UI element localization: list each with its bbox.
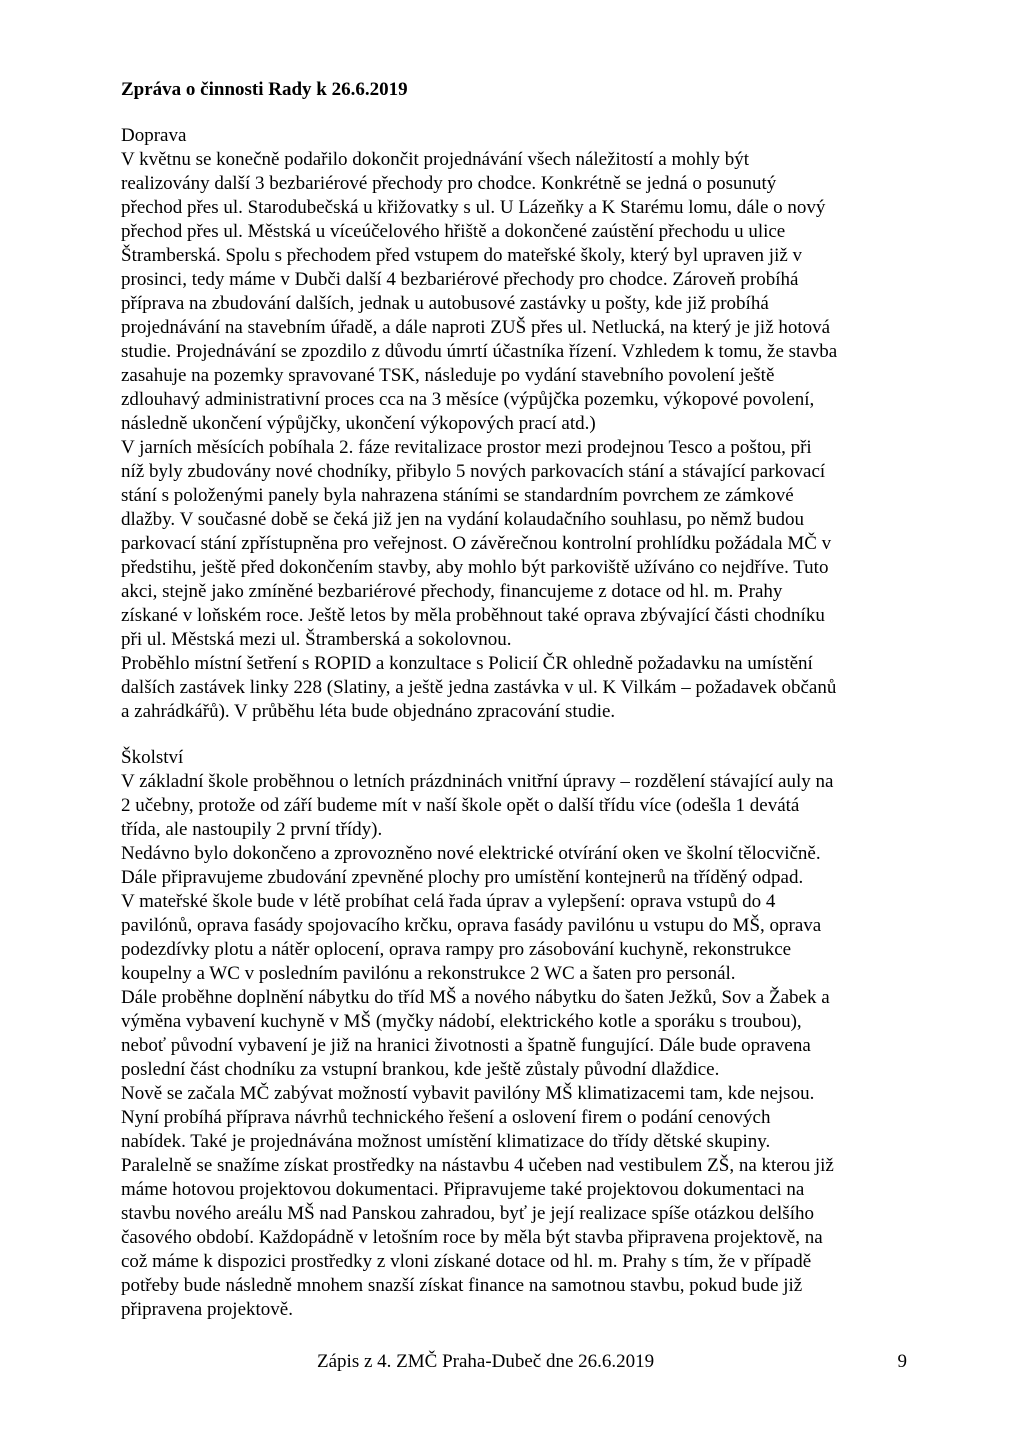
text-line: třída, ale nastoupily 2 první třídy). — [121, 819, 383, 840]
text-line: V jarních měsících pobíhala 2. fáze revitalizace prostor mezi prodejnou Tesco a poštou, při — [121, 437, 812, 458]
text-line: Dále připravujeme zbudování zpevněné plochy pro umístění kontejnerů na tříděný odpad. — [121, 867, 804, 888]
text-line: přechod přes ul. Starodubečská u křižovatky s ul. U Lázeňky a K Starému lomu, dále o nový — [121, 197, 826, 218]
text-line: předstihu, ještě před dokončením stavby, aby mohlo být parkoviště užíváno co nejdříve. Tuto — [121, 557, 829, 578]
text-line: projednávání na stavebním úřadě, a dále naproti ZUŠ přes ul. Netlucká, na který je již hotová — [121, 317, 831, 338]
text-line: zasahuje na pozemky spravované TSK, následuje po vydání stavebního povolení ještě — [121, 365, 775, 386]
text-line: časového období. Každopádně v letošním roce by měla být stavba připravena projektově, na — [121, 1227, 823, 1248]
text-line: pavilónů, oprava fasády spojovacího krčku, oprava fasády pavilónu u vstupu do MŠ, oprava — [121, 915, 822, 936]
text-line: poslední část chodníku za vstupní brankou, kde ještě zůstaly původní dlaždice. — [121, 1059, 720, 1080]
section-body — [121, 770, 907, 1322]
text-line: studie. Projednávání se zpozdilo z důvodu úmrtí účastníka řízení. Vzhledem k tomu, že stavba — [121, 341, 838, 362]
text-line: dlažby. V současné době se čeká již jen na vydání kolaudačního souhlasu, po němž budou — [121, 509, 804, 530]
text-line: při ul. Městská mezi ul. Štramberská a sokolovnou. — [121, 629, 512, 650]
text-line: příprava na zbudování dalších, jednak u autobusové zastávky u pošty, kde již probíhá — [121, 293, 769, 314]
text-line: prosinci, tedy máme v Dubči další 4 bezbariérové přechody pro chodce. Zároveň probíhá — [121, 269, 799, 290]
text-line: Dále proběhne doplnění nábytku do tříd MŠ a nového nábytku do šaten Ježků, Sov a Žabek a — [121, 987, 830, 1008]
text-line: stání s položenými panely byla nahrazena stáními se standardním povrchem ze zámkové — [121, 485, 794, 506]
text-line: zdlouhavý administrativní proces cca na 3 měsíce (výpůjčka pozemku, výkopové povolení, — [121, 389, 815, 410]
document-title: Zpráva o činnosti Rady k 26.6.2019 — [121, 79, 408, 100]
page-number: 9 — [897, 1351, 907, 1372]
text-line: stavbu nového areálu MŠ nad Panskou zahradou, byť je její realizace spíše otázkou delšího — [121, 1203, 814, 1224]
text-line: potřeby bude následně mnohem snazší získat finance na samotnou stavbu, pokud bude již — [121, 1275, 803, 1296]
text-line: V mateřské škole bude v létě probíhat celá řada úprav a vylepšení: oprava vstupů do 4 — [121, 891, 776, 912]
text-line: akci, stejně jako zmíněné bezbariérové přechody, financujeme z dotace od hl. m. Prahy — [121, 581, 783, 602]
text-line: dalších zastávek linky 228 (Slatiny, a ještě jedna zastávka v ul. K Vilkám – požadavek občanů — [121, 677, 837, 698]
section-heading: Školství — [121, 747, 184, 768]
text-line: připravena projektově. — [121, 1299, 293, 1320]
text-line: získané v loňském roce. Ještě letos by měla proběhnout také oprava zbývající části chodníku — [121, 605, 825, 626]
text-line: Štramberská. Spolu s přechodem před vstupem do mateřské školy, který byl upraven již v — [121, 245, 803, 266]
text-line: V květnu se konečně podařilo dokončit projednávání všech náležitostí a mohly být — [121, 149, 750, 170]
text-line: níž byly zbudovány nové chodníky, přibylo 5 nových parkovacích stání a stávající parkovací — [121, 461, 826, 482]
text-line: 2 učebny, protože od září budeme mít v naší škole opět o další třídu více (odešla 1 devátá — [121, 795, 800, 816]
text-line: následně ukončení výpůjčky, ukončení výkopových prací atd.) — [121, 413, 596, 434]
section-skolstvi — [121, 746, 907, 1322]
text-line: podezdívky plotu a nátěr oplocení, oprava rampy pro zásobování kuchyně, rekonstrukce — [121, 939, 792, 960]
text-line: realizovány další 3 bezbariérové přechody pro chodce. Konkrétně se jedná o posunutý — [121, 173, 777, 194]
text-line: Proběhlo místní šetření s ROPID a konzultace s Policií ČR ohledně požadavku na umístění — [121, 653, 813, 674]
text-line: nabídek. Také je projednávána možnost umístění klimatizace do třídy dětské skupiny. — [121, 1131, 771, 1152]
text-line: Nově se začala MČ zabývat možností vybavit pavilóny MŠ klimatizacemi tam, kde nejsou. — [121, 1083, 815, 1104]
text-line: parkovací stání zpřístupněna pro veřejnost. O závěrečnou kontrolní prohlídku požádala MČ v — [121, 533, 832, 554]
document-page — [121, 78, 907, 1344]
section-body — [121, 148, 907, 724]
text-line: Paralelně se snažíme získat prostředky na nástavbu 4 učeben nad vestibulem ZŠ, na kterou již — [121, 1155, 834, 1176]
section-doprava — [121, 124, 907, 724]
text-line: což máme k dispozici prostředky z vloni získané dotace od hl. m. Prahy s tím, že v případě — [121, 1251, 812, 1272]
footer-text: Zápis z 4. ZMČ Praha-Dubeč dne 26.6.2019 — [317, 1351, 655, 1372]
text-line: přechod přes ul. Městská u víceúčelového hřiště a dokončené zaústění přechodu u ulice — [121, 221, 786, 242]
text-line: Nedávno bylo dokončeno a zprovozněno nové elektrické otvírání oken ve školní tělocvičně. — [121, 843, 821, 864]
section-heading: Doprava — [121, 125, 187, 146]
text-line: výměna vybavení kuchyně v MŠ (myčky nádobí, elektrického kotle a sporáku s troubou), — [121, 1011, 802, 1032]
text-line: V základní škole proběhnou o letních prázdninách vnitřní úpravy – rozdělení stávající auly na — [121, 771, 834, 792]
text-line: neboť původní vybavení je již na hranici životnosti a špatně fungující. Dále bude opravena — [121, 1035, 811, 1056]
text-line: máme hotovou projektovou dokumentaci. Připravujeme také projektovou dokumentaci na — [121, 1179, 805, 1200]
text-line: a zahrádkářů). V průběhu léta bude objednáno zpracování studie. — [121, 701, 616, 722]
text-line: koupelny a WC v posledním pavilónu a rekonstrukce 2 WC a šaten pro personál. — [121, 963, 736, 984]
text-line: Nyní probíhá příprava návrhů technického řešení a oslovení firem o podání cenových — [121, 1107, 771, 1128]
